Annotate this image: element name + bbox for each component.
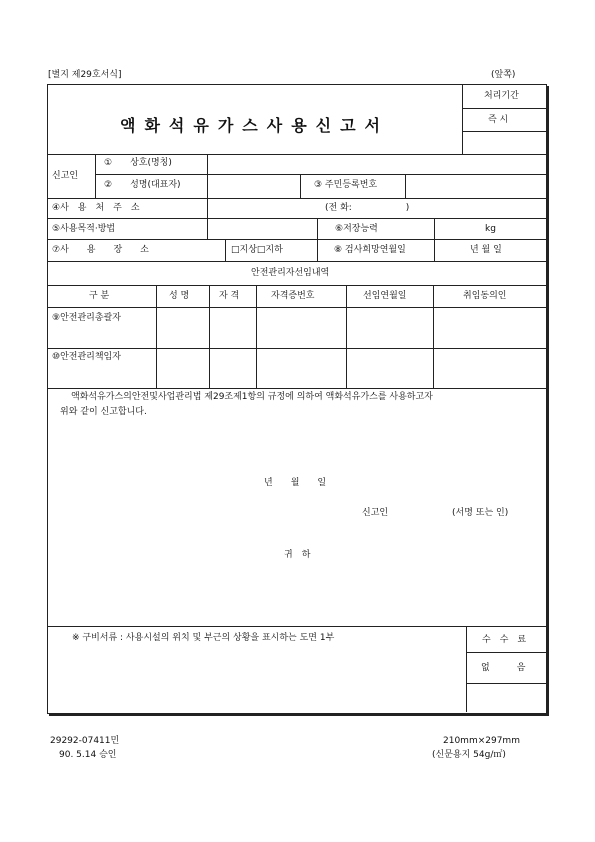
usage-address-label: ④사 용 처 주 소 xyxy=(52,203,140,213)
divider xyxy=(47,348,546,349)
divider xyxy=(462,131,546,132)
divider xyxy=(462,108,546,109)
col-name: 성 명 xyxy=(169,291,190,301)
general-safety-manager-label: ⑨안전관리총괄자 xyxy=(52,313,121,323)
storage-capacity-label: ⑥저장능력 xyxy=(335,224,378,234)
divider xyxy=(405,174,406,198)
divider xyxy=(207,198,208,218)
divider xyxy=(47,154,546,155)
divider xyxy=(433,285,434,388)
divider xyxy=(47,198,546,199)
divider xyxy=(466,626,467,712)
inspection-date-value: 년 월 일 xyxy=(470,245,502,255)
divider xyxy=(47,218,546,219)
divider xyxy=(47,388,546,389)
processing-period-label: 처리기간 xyxy=(484,91,519,101)
divider xyxy=(95,174,546,175)
divider xyxy=(47,626,546,627)
divider xyxy=(209,285,210,388)
divider xyxy=(207,154,208,198)
declaration-text-cont: 위와 같이 신고합니다. xyxy=(60,407,147,417)
divider xyxy=(462,84,463,155)
divider xyxy=(466,683,546,684)
divider xyxy=(207,218,208,239)
divider xyxy=(47,261,546,262)
safety-manager-heading: 안전관리자선임내역 xyxy=(251,268,330,278)
divider xyxy=(225,239,226,261)
signature-note: (서명 또는 인) xyxy=(452,508,509,518)
divider xyxy=(47,239,546,240)
representative-name-label: ② 성명(대표자) xyxy=(104,180,181,190)
fee-label: 수 수 료 xyxy=(482,635,527,645)
phone-label: (전 화: ) xyxy=(325,203,410,213)
inspection-date-label: ⑧ 검사희망연월일 xyxy=(334,245,406,255)
responsible-safety-manager-label: ⑩안전관리책임자 xyxy=(52,352,121,362)
form-number: [별지 제29호서식] xyxy=(48,70,122,80)
capacity-unit: kg xyxy=(485,224,496,234)
divider xyxy=(300,174,301,198)
ground-underground-options: □지상□지하 xyxy=(231,245,283,255)
declaration-text: 액화석유가스의안전및사업관리법 제29조제1항의 규정에 의하여 액화석유가스를 사용하고자 xyxy=(71,392,433,402)
processing-period-value: 즉 시 xyxy=(488,115,509,125)
business-name-label: ① 상호(명칭) xyxy=(104,158,172,168)
col-category: 구 분 xyxy=(89,291,110,301)
declaration-date: 년 월 일 xyxy=(264,478,327,488)
form-code: 29292-07411민 xyxy=(50,736,120,746)
required-documents: ※ 구비서류 : 사용시설의 위치 및 부근의 상황을 표시하는 도면 1부 xyxy=(72,633,335,643)
resident-number-label: ③ 주민등록번호 xyxy=(314,180,378,190)
divider xyxy=(256,285,257,388)
fee-value: 없 음 xyxy=(481,663,526,673)
divider xyxy=(95,154,96,198)
divider xyxy=(156,285,157,388)
page-side: (앞쪽) xyxy=(491,70,516,80)
col-license-number: 자격증번호 xyxy=(271,291,315,301)
usage-place-label: ⑦사 용 장 소 xyxy=(52,245,149,255)
col-appointment-date: 선임연월일 xyxy=(363,291,407,301)
paper-size: 210mm×297mm xyxy=(443,736,520,746)
divider xyxy=(47,285,546,286)
usage-purpose-label: ⑤사용목적·방법 xyxy=(52,224,116,234)
approval-date: 90. 5.14 승인 xyxy=(59,750,117,760)
col-qualification: 자 격 xyxy=(219,291,240,301)
signer-label: 신고인 xyxy=(362,508,389,518)
addressee: 귀 하 xyxy=(284,550,311,560)
divider xyxy=(47,307,546,308)
divider xyxy=(466,652,546,653)
divider xyxy=(346,285,347,388)
applicant-label: 신고인 xyxy=(52,171,79,181)
form-title: 액화석유가스사용신고서 xyxy=(120,116,390,135)
paper-type: (신문용지 54g/㎡) xyxy=(432,750,506,760)
col-consent: 취임동의인 xyxy=(463,291,507,301)
